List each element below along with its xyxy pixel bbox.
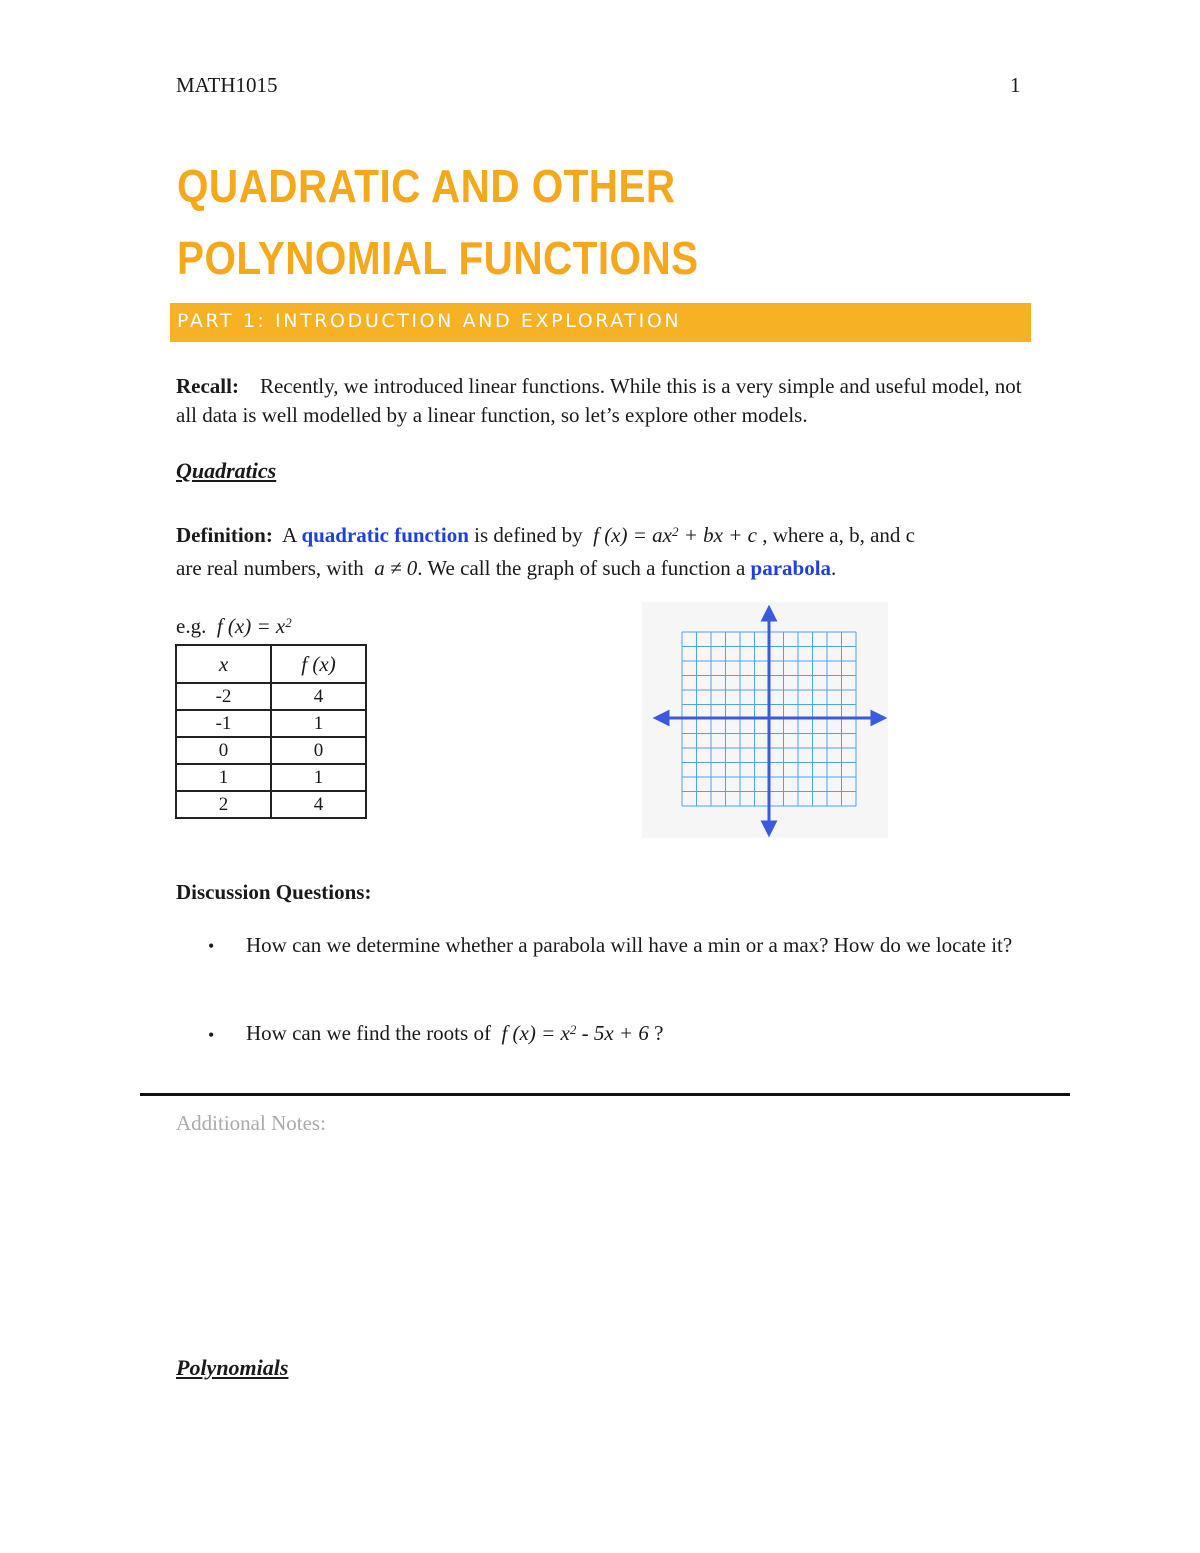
- definition-text: is defined by: [474, 523, 583, 547]
- table-row: [176, 791, 366, 818]
- table-row: [176, 710, 366, 737]
- table-cell: 1: [176, 764, 271, 791]
- roots-formula: [501, 1021, 648, 1045]
- question-text: ?: [654, 1021, 664, 1045]
- formula-exponent: 2: [569, 1022, 577, 1037]
- table-row: [176, 764, 366, 791]
- polynomials-heading: Polynomials: [176, 1355, 289, 1380]
- part-heading: PART 1: INTRODUCTION AND EXPLORATION: [177, 310, 682, 332]
- recall-label: Recall:: [176, 374, 239, 398]
- table-row: [176, 683, 366, 710]
- formula-part: f (x) = ax: [593, 523, 672, 547]
- bullet: •: [208, 1025, 215, 1045]
- example-prefix: e.g.: [176, 614, 207, 638]
- table-cell: 0: [176, 737, 271, 764]
- term-quadratic-function: quadratic function: [301, 523, 469, 547]
- recall-paragraph: [176, 372, 1036, 430]
- document-title: QUADRATIC AND OTHER POLYNOMIAL FUNCTIONS: [177, 160, 699, 284]
- grid-background: [642, 602, 888, 838]
- formula-part: f (x) = x: [501, 1021, 570, 1045]
- table-cell: -1: [176, 710, 271, 737]
- example-label: [176, 612, 1036, 641]
- formula-part: f (x) = x: [216, 614, 286, 638]
- definition-text: A: [282, 523, 297, 547]
- quadratics-heading: Quadratics: [176, 458, 277, 483]
- table-cell: 2: [176, 791, 271, 818]
- table-cell: 1: [271, 710, 366, 737]
- table-cell: 0: [271, 737, 366, 764]
- definition-text: , where a, b, and c: [762, 523, 915, 547]
- discussion-heading: Discussion Questions:: [176, 880, 372, 904]
- table-cell: -2: [176, 683, 271, 710]
- page-number: 1: [1010, 73, 1021, 97]
- table-header-row: [176, 645, 366, 683]
- table-cell: 4: [271, 683, 366, 710]
- formula-exponent: 2: [285, 615, 292, 630]
- example-formula: [217, 614, 292, 638]
- term-parabola: parabola: [750, 556, 832, 580]
- definition-text: are real numbers, with: [176, 556, 364, 580]
- section-divider: [140, 1093, 1070, 1096]
- values-table: [175, 644, 367, 819]
- formula-part: + bx + c: [678, 523, 757, 547]
- formula-exponent: 2: [672, 524, 679, 539]
- definition-paragraph: [176, 519, 1036, 585]
- question-text: How can we find the roots of: [246, 1021, 491, 1045]
- course-code: MATH1015: [176, 73, 278, 97]
- additional-notes-label: Additional Notes:: [176, 1111, 326, 1135]
- definition-condition: a ≠ 0: [374, 556, 418, 580]
- definition-formula: [593, 523, 757, 547]
- table-cell: 4: [271, 791, 366, 818]
- table-row: [176, 737, 366, 764]
- discussion-question-2: [246, 1020, 1036, 1047]
- definition-text: . We call the graph of such a function a: [417, 556, 746, 580]
- definition-label: Definition:: [176, 523, 273, 547]
- table-header: x: [176, 645, 271, 683]
- formula-part: - 5x + 6: [576, 1021, 649, 1045]
- bullet: •: [208, 936, 215, 956]
- discussion-question-1: How can we determine whether a parabola will have a min or a max? How do we locate it?: [246, 933, 1013, 957]
- definition-text: .: [831, 556, 837, 580]
- coordinate-grid: [640, 600, 890, 840]
- table-cell: 1: [271, 764, 366, 791]
- part-heading-band: [170, 303, 1031, 342]
- recall-text: Recently, we introduced linear functions. While this is a very simple and useful model, not all data is well modelled by a linear function, so let’s explore other models.: [176, 374, 1022, 427]
- table-header: f (x): [271, 645, 366, 683]
